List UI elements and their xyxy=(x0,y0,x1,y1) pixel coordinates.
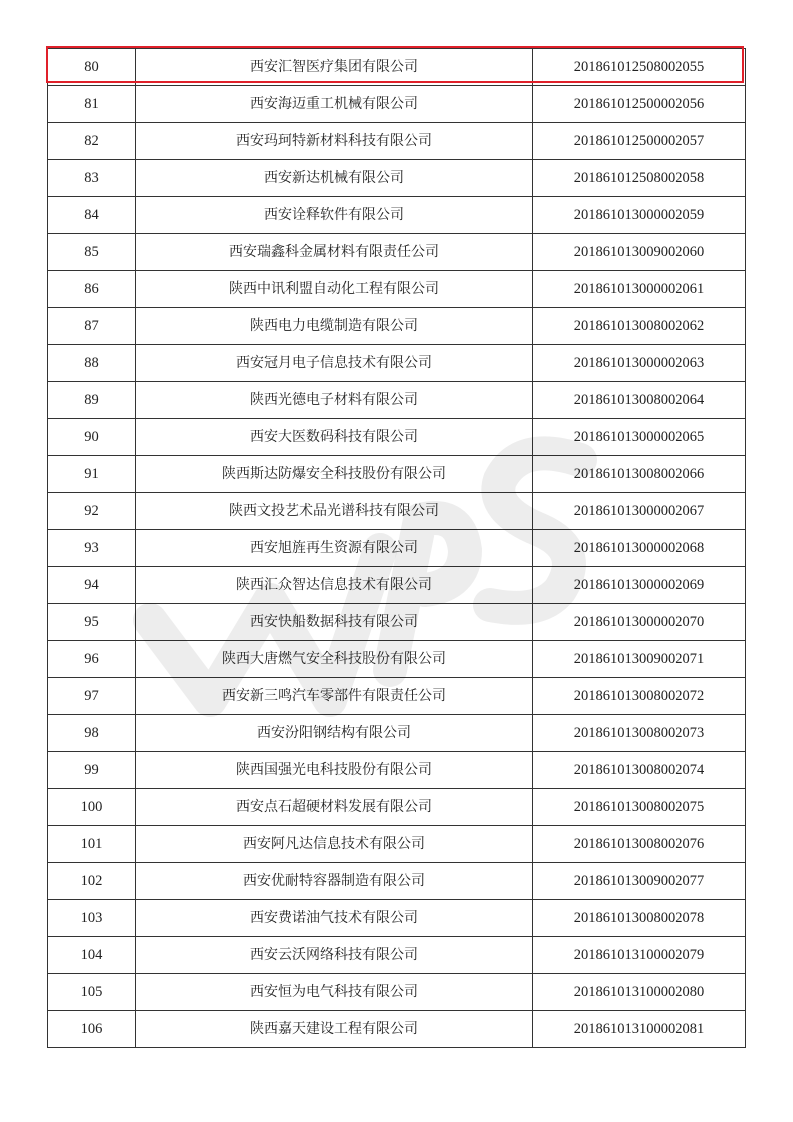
table-row xyxy=(48,752,746,789)
company-name-cell: 西安新达机械有限公司 xyxy=(136,160,533,197)
company-registry-table xyxy=(47,48,746,1048)
row-number-cell: 83 xyxy=(48,160,136,197)
table-row xyxy=(48,160,746,197)
row-number-cell: 92 xyxy=(48,493,136,530)
registration-code-cell: 201861013100002080 xyxy=(533,974,746,1011)
company-name-cell: 西安汾阳钢结构有限公司 xyxy=(136,715,533,752)
table-row xyxy=(48,826,746,863)
registration-code-cell: 201861012508002058 xyxy=(533,160,746,197)
table-row xyxy=(48,308,746,345)
table-row xyxy=(48,604,746,641)
registration-code-cell: 201861013000002065 xyxy=(533,419,746,456)
row-number-cell: 85 xyxy=(48,234,136,271)
row-number-cell: 99 xyxy=(48,752,136,789)
company-name-cell: 西安点石超硬材料发展有限公司 xyxy=(136,789,533,826)
company-name-cell: 陕西文投艺术品光谱科技有限公司 xyxy=(136,493,533,530)
row-number-cell: 81 xyxy=(48,86,136,123)
table-row xyxy=(48,678,746,715)
table-row xyxy=(48,49,746,86)
row-number-cell: 84 xyxy=(48,197,136,234)
row-number-cell: 87 xyxy=(48,308,136,345)
table-row xyxy=(48,419,746,456)
registration-code-cell: 201861013000002067 xyxy=(533,493,746,530)
table-row xyxy=(48,493,746,530)
registration-code-cell: 201861013100002081 xyxy=(533,1011,746,1048)
registration-code-cell: 201861013000002070 xyxy=(533,604,746,641)
table-row xyxy=(48,123,746,160)
registration-code-cell: 201861013008002072 xyxy=(533,678,746,715)
table-row xyxy=(48,234,746,271)
row-number-cell: 103 xyxy=(48,900,136,937)
company-name-cell: 西安阿凡达信息技术有限公司 xyxy=(136,826,533,863)
registration-code-cell: 201861013008002062 xyxy=(533,308,746,345)
registration-code-cell: 201861013008002066 xyxy=(533,456,746,493)
registration-code-cell: 201861013008002064 xyxy=(533,382,746,419)
registration-code-cell: 201861013000002061 xyxy=(533,271,746,308)
row-number-cell: 100 xyxy=(48,789,136,826)
row-number-cell: 86 xyxy=(48,271,136,308)
company-name-cell: 陕西电力电缆制造有限公司 xyxy=(136,308,533,345)
table-row xyxy=(48,715,746,752)
registration-code-cell: 201861013008002076 xyxy=(533,826,746,863)
company-name-cell: 西安海迈重工机械有限公司 xyxy=(136,86,533,123)
row-number-cell: 93 xyxy=(48,530,136,567)
table-row xyxy=(48,86,746,123)
company-name-cell: 陕西国强光电科技股份有限公司 xyxy=(136,752,533,789)
table-row xyxy=(48,197,746,234)
company-name-cell: 西安优耐特容器制造有限公司 xyxy=(136,863,533,900)
company-name-cell: 西安快船数据科技有限公司 xyxy=(136,604,533,641)
row-number-cell: 101 xyxy=(48,826,136,863)
company-name-cell: 西安新三鸣汽车零部件有限责任公司 xyxy=(136,678,533,715)
table-row xyxy=(48,567,746,604)
company-name-cell: 西安旭旌再生资源有限公司 xyxy=(136,530,533,567)
row-number-cell: 98 xyxy=(48,715,136,752)
company-name-cell: 陕西大唐燃气安全科技股份有限公司 xyxy=(136,641,533,678)
registration-code-cell: 201861013008002073 xyxy=(533,715,746,752)
row-number-cell: 104 xyxy=(48,937,136,974)
table-row xyxy=(48,863,746,900)
row-number-cell: 95 xyxy=(48,604,136,641)
company-name-cell: 西安汇智医疗集团有限公司 xyxy=(136,49,533,86)
row-number-cell: 105 xyxy=(48,974,136,1011)
company-name-cell: 西安云沃网络科技有限公司 xyxy=(136,937,533,974)
row-number-cell: 91 xyxy=(48,456,136,493)
table-row xyxy=(48,937,746,974)
row-number-cell: 97 xyxy=(48,678,136,715)
registration-code-cell: 201861013008002078 xyxy=(533,900,746,937)
row-number-cell: 90 xyxy=(48,419,136,456)
company-name-cell: 陕西光德电子材料有限公司 xyxy=(136,382,533,419)
row-number-cell: 96 xyxy=(48,641,136,678)
registration-code-cell: 201861013000002063 xyxy=(533,345,746,382)
table-row xyxy=(48,456,746,493)
row-number-cell: 94 xyxy=(48,567,136,604)
company-name-cell: 西安冠月电子信息技术有限公司 xyxy=(136,345,533,382)
row-number-cell: 89 xyxy=(48,382,136,419)
row-number-cell: 106 xyxy=(48,1011,136,1048)
company-name-cell: 西安费诺油气技术有限公司 xyxy=(136,900,533,937)
row-number-cell: 88 xyxy=(48,345,136,382)
registration-code-cell: 201861012500002056 xyxy=(533,86,746,123)
table-row xyxy=(48,382,746,419)
company-name-cell: 西安恒为电气科技有限公司 xyxy=(136,974,533,1011)
registration-code-cell: 201861012508002055 xyxy=(533,49,746,86)
company-name-cell: 西安瑞鑫科金属材料有限责任公司 xyxy=(136,234,533,271)
table-row xyxy=(48,271,746,308)
table-body xyxy=(48,49,746,1048)
company-name-cell: 陕西嘉天建设工程有限公司 xyxy=(136,1011,533,1048)
row-number-cell: 80 xyxy=(48,49,136,86)
company-name-cell: 西安诠释软件有限公司 xyxy=(136,197,533,234)
table-row xyxy=(48,900,746,937)
table-row xyxy=(48,345,746,382)
registration-code-cell: 201861013000002059 xyxy=(533,197,746,234)
registration-code-cell: 201861012500002057 xyxy=(533,123,746,160)
registration-code-cell: 201861013100002079 xyxy=(533,937,746,974)
company-name-cell: 陕西中讯利盟自动化工程有限公司 xyxy=(136,271,533,308)
company-name-cell: 西安玛珂特新材料科技有限公司 xyxy=(136,123,533,160)
table-row xyxy=(48,641,746,678)
registration-code-cell: 201861013000002069 xyxy=(533,567,746,604)
table-row xyxy=(48,974,746,1011)
table-row xyxy=(48,1011,746,1048)
registration-code-cell: 201861013009002077 xyxy=(533,863,746,900)
company-name-cell: 陕西斯达防爆安全科技股份有限公司 xyxy=(136,456,533,493)
registration-code-cell: 201861013008002074 xyxy=(533,752,746,789)
table-row xyxy=(48,530,746,567)
registration-code-cell: 201861013008002075 xyxy=(533,789,746,826)
registration-code-cell: 201861013009002060 xyxy=(533,234,746,271)
registration-code-cell: 201861013000002068 xyxy=(533,530,746,567)
table-row xyxy=(48,789,746,826)
row-number-cell: 102 xyxy=(48,863,136,900)
registration-code-cell: 201861013009002071 xyxy=(533,641,746,678)
row-number-cell: 82 xyxy=(48,123,136,160)
company-name-cell: 陕西汇众智达信息技术有限公司 xyxy=(136,567,533,604)
company-name-cell: 西安大医数码科技有限公司 xyxy=(136,419,533,456)
